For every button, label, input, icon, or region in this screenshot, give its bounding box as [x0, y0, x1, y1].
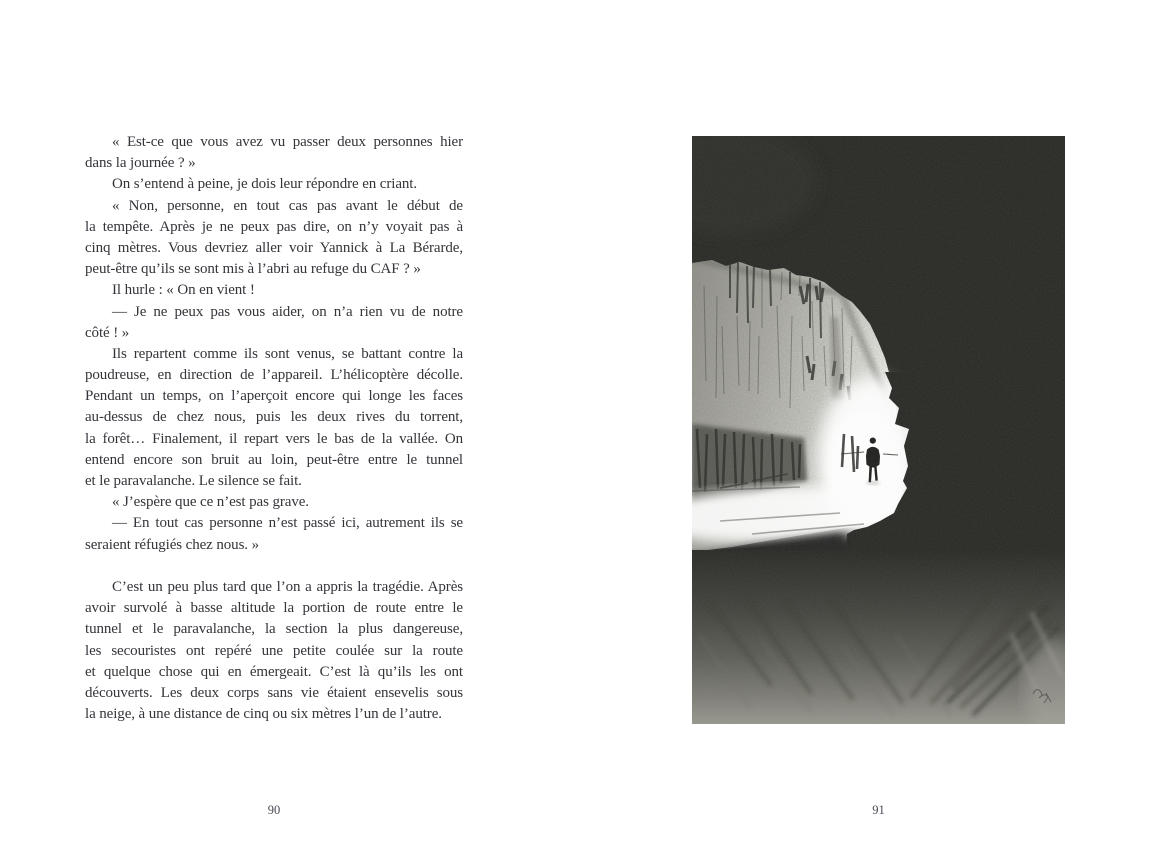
illustration	[692, 136, 1065, 724]
paragraph	[85, 577, 463, 725]
paragraph	[85, 492, 463, 513]
paragraph	[85, 196, 463, 281]
paragraph	[85, 174, 463, 195]
text-line: Il hurle : « On en vient !	[112, 282, 255, 299]
text-line: — En tout cas personne n’est passé ici, autrement ils se	[112, 515, 463, 532]
page-number-left: 90	[267, 803, 281, 817]
paragraph	[85, 302, 463, 344]
text-line: entend encore son bruit au loin, peut-être entre le tunnel	[85, 451, 463, 468]
text-line: les secouristes ont repéré une petite coulée sur la route	[85, 642, 463, 659]
paragraph	[85, 132, 463, 174]
text-line: seraient réfugiés chez nous. »	[85, 536, 260, 553]
text-line: — Je ne peux pas vous aider, on n’a rien vu de notre	[112, 303, 463, 320]
tunnel-illustration	[692, 136, 1065, 724]
text-line: « J’espère que ce n’est pas grave.	[112, 494, 309, 511]
text-line: et quelque chose qui en émergeait. C’est là qu’ils les ont	[85, 663, 463, 680]
text-line: « Non, personne, en tout cas pas avant le début de	[112, 197, 463, 214]
text-block	[85, 132, 463, 725]
text-line: peut-être qu’ils se sont mis à l’abri au refuge du CAF ? »	[85, 261, 421, 278]
text-line: et le paravalanche. Le silence se fait.	[85, 473, 302, 489]
page-number-right: 91	[872, 803, 885, 817]
text-line: C’est un peu plus tard que l’on a appris la tragédie. Après	[112, 578, 463, 595]
paragraph	[85, 513, 463, 555]
text-line: Pendant un temps, on l’aperçoit encore qui longe les faces	[85, 388, 463, 405]
text-line: tunnel et le paravalanche, la section la plus dangereuse,	[85, 621, 463, 638]
paragraph	[85, 280, 463, 301]
text-line: la forêt… Finalement, il repart vers le bas de la vallée. On	[85, 430, 463, 447]
text-line: On s’entend à peine, je dois leur répondre en criant.	[112, 176, 417, 193]
text-line: poudreuse, en direction de l’appareil. L’hélicoptère décolle.	[85, 367, 463, 384]
text-line: côté ! »	[85, 324, 130, 341]
text-line: avoir survolé à basse altitude la portion de route entre le	[85, 600, 463, 617]
text-line: la neige, à une distance de cinq ou six mètres l’un de l’autre.	[85, 706, 442, 723]
text-line: la tempête. Après je ne peux pas dire, on n’y voyait pas à	[85, 218, 463, 235]
text-line: au-dessus de chez nous, puis les deux rives du torrent,	[85, 409, 463, 426]
paragraph	[85, 344, 463, 492]
text-line: découverts. Les deux corps sans vie étaient ensevelis sous	[85, 684, 463, 701]
text-line: dans la journée ? »	[85, 155, 196, 172]
text-line: cinq mètres. Vous devriez aller voir Yannick à La Bérarde,	[85, 239, 463, 256]
grain-texture	[692, 136, 1065, 724]
text-line: « Est-ce que vous avez vu passer deux personnes hier	[112, 134, 463, 150]
text-line: Ils repartent comme ils sont venus, se battant contre la	[112, 345, 463, 362]
